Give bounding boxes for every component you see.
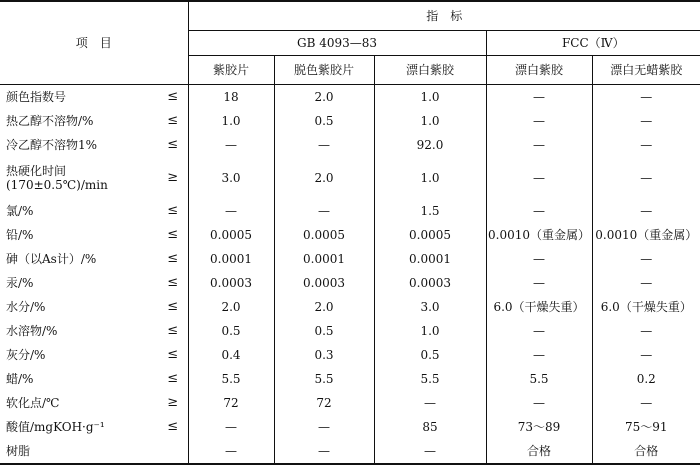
row-item-label-line2: (170±0.5℃)/min — [6, 178, 108, 192]
table-cell: — — [274, 133, 374, 157]
table-cell: 0.0001 — [188, 247, 274, 271]
table-cell: 2.0 — [274, 85, 374, 110]
table-cell: 0.0005 — [274, 223, 374, 247]
comparison-symbol — [158, 439, 188, 464]
table-row — [0, 271, 700, 295]
table-cell: — — [486, 319, 592, 343]
table-row — [0, 223, 700, 247]
comparison-symbol: ≤ — [167, 227, 179, 242]
table-cell: 75～91 — [592, 415, 700, 439]
indicator-header — [188, 1, 700, 31]
table-cell: — — [188, 439, 274, 464]
table-cell: 2.0 — [188, 295, 274, 319]
table-cell: 72 — [274, 391, 374, 415]
table-cell: 0.3 — [274, 343, 374, 367]
table-cell: 2.0 — [274, 295, 374, 319]
table-body — [0, 85, 700, 465]
table-cell: 0.0010（重金属） — [592, 223, 700, 247]
table-cell: — — [592, 391, 700, 415]
table-cell: 合格 — [486, 439, 592, 464]
column-header: 漂白紫胶 — [486, 56, 592, 85]
table-cell: 6.0（干燥失重） — [486, 295, 592, 319]
table-cell: 0.4 — [188, 343, 274, 367]
comparison-symbol: ≤ — [167, 347, 179, 362]
table-cell: 5.5 — [274, 367, 374, 391]
comparison-symbol: ≤ — [167, 89, 179, 104]
row-item-label-line1: 热硬化时间 — [6, 164, 67, 178]
table-cell: — — [592, 109, 700, 133]
comparison-symbol: ≤ — [167, 113, 179, 128]
table-cell: 1.0 — [188, 109, 274, 133]
comparison-symbol: ≤ — [167, 275, 179, 290]
row-item-label: 蜡/% — [6, 372, 34, 386]
table-cell: 5.5 — [486, 367, 592, 391]
group-gb-header: GB 4093—83 — [188, 31, 486, 56]
table-cell: — — [188, 133, 274, 157]
table-cell: 0.0001 — [274, 247, 374, 271]
table-cell: 0.0003 — [374, 271, 486, 295]
table-cell: 0.2 — [592, 367, 700, 391]
comparison-symbol: ≤ — [167, 419, 179, 434]
table-cell: 92.0 — [374, 133, 486, 157]
column-header: 脱色紫胶片 — [274, 56, 374, 85]
table-cell: — — [274, 199, 374, 223]
table-cell: 5.5 — [374, 367, 486, 391]
row-item-label: 水溶物/% — [6, 324, 58, 338]
column-header: 紫胶片 — [188, 56, 274, 85]
indicator-header-label: 指 标 — [426, 9, 463, 23]
table-cell: 1.0 — [374, 157, 486, 199]
table-cell: 0.0005 — [188, 223, 274, 247]
row-item-label: 酸值/mgKOH·g⁻¹ — [6, 420, 105, 434]
row-item-label: 汞/% — [6, 276, 34, 290]
table-cell: 0.5 — [188, 319, 274, 343]
table-cell: 0.0001 — [374, 247, 486, 271]
comparison-symbol: ≥ — [167, 170, 179, 185]
comparison-symbol: ≤ — [167, 137, 179, 152]
table-cell: — — [374, 439, 486, 464]
table-cell: — — [592, 133, 700, 157]
table-cell: — — [486, 199, 592, 223]
table-cell: 2.0 — [274, 157, 374, 199]
table-cell: — — [592, 199, 700, 223]
table-cell: 3.0 — [188, 157, 274, 199]
table-cell: 1.0 — [374, 319, 486, 343]
table-cell: 1.0 — [374, 85, 486, 110]
table-cell: — — [274, 439, 374, 464]
table-cell: — — [592, 157, 700, 199]
table-cell: — — [486, 133, 592, 157]
table-cell: 6.0（干燥失重） — [592, 295, 700, 319]
table-cell: — — [486, 343, 592, 367]
table-cell: — — [592, 319, 700, 343]
column-header: 漂白紫胶 — [374, 56, 486, 85]
table-cell: 0.0010（重金属） — [486, 223, 592, 247]
item-header — [0, 1, 188, 85]
comparison-symbol: ≤ — [167, 323, 179, 338]
table-cell: 0.5 — [274, 319, 374, 343]
table-header — [0, 1, 700, 85]
row-item-label: 冷乙醇不溶物1% — [6, 138, 98, 152]
table-row — [0, 133, 700, 157]
table-cell: 3.0 — [374, 295, 486, 319]
table-cell: — — [188, 199, 274, 223]
table-cell: — — [592, 247, 700, 271]
table-cell: 0.0003 — [188, 271, 274, 295]
table-cell: — — [486, 157, 592, 199]
table-cell: — — [274, 415, 374, 439]
group-fcc-header: FCC（Ⅳ） — [486, 31, 700, 56]
table-cell: — — [486, 85, 592, 110]
comparison-symbol: ≤ — [167, 203, 179, 218]
table-cell: 5.5 — [188, 367, 274, 391]
table-cell: 18 — [188, 85, 274, 110]
table-cell: 1.0 — [374, 109, 486, 133]
table-cell: 0.5 — [374, 343, 486, 367]
table-row — [0, 85, 700, 110]
table-row — [0, 319, 700, 343]
table-row — [0, 247, 700, 271]
table-cell: 0.0003 — [274, 271, 374, 295]
comparison-symbol: ≤ — [167, 299, 179, 314]
table-row — [0, 343, 700, 367]
column-header: 漂白无蜡紫胶 — [592, 56, 700, 85]
table-cell: — — [592, 271, 700, 295]
row-item-label: 颜色指数号 — [6, 90, 67, 104]
table-row — [0, 367, 700, 391]
table-cell: 73～89 — [486, 415, 592, 439]
table-cell: — — [486, 247, 592, 271]
item-header-label: 项 目 — [75, 36, 112, 50]
row-item-label: 树脂 — [0, 439, 158, 464]
table-cell: — — [486, 391, 592, 415]
row-item-label: 铅/% — [6, 228, 34, 242]
row-item-label: 水分/% — [6, 300, 46, 314]
comparison-symbol: ≤ — [167, 371, 179, 386]
row-item-label: 热乙醇不溶物/% — [6, 114, 94, 128]
table-cell: — — [374, 391, 486, 415]
table-cell: 0.0005 — [374, 223, 486, 247]
table-cell: — — [486, 271, 592, 295]
table-cell: 1.5 — [374, 199, 486, 223]
table-cell: — — [592, 343, 700, 367]
table-row — [0, 157, 700, 199]
row-item-label — [0, 157, 158, 199]
table-row — [0, 439, 700, 464]
table-cell: — — [486, 109, 592, 133]
table-cell: 72 — [188, 391, 274, 415]
table-row — [0, 415, 700, 439]
comparison-symbol: ≤ — [167, 251, 179, 266]
table-cell: — — [188, 415, 274, 439]
row-item-label: 砷（以As计）/% — [6, 252, 97, 266]
table-row — [0, 295, 700, 319]
table-row — [0, 109, 700, 133]
table-cell: 0.5 — [274, 109, 374, 133]
comparison-symbol: ≥ — [167, 395, 179, 410]
table-cell: 85 — [374, 415, 486, 439]
table-cell: 合格 — [592, 439, 700, 464]
table-row — [0, 199, 700, 223]
row-item-label: 氯/% — [6, 204, 34, 218]
row-item-label: 软化点/℃ — [6, 396, 60, 410]
row-item-label: 灰分/% — [6, 348, 46, 362]
table-row — [0, 391, 700, 415]
table-cell: — — [592, 85, 700, 110]
